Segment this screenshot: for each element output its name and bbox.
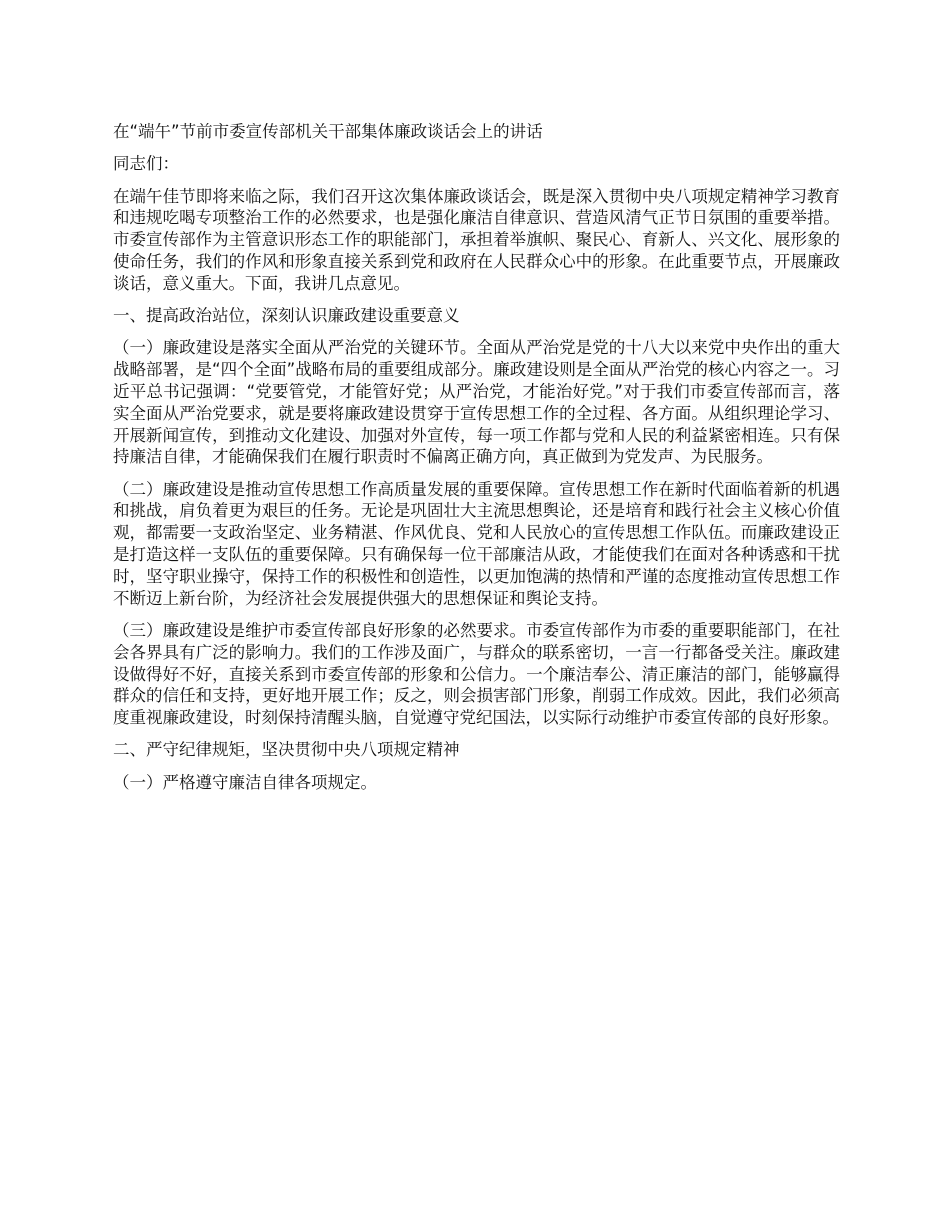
paragraph-1-1: （一）廉政建设是落实全面从严治党的关键环节。全面从严治党是党的十八大以来党中央作出的重大战略部署，是“四个全面”战略布局的重要组成部分。廉政建设则是全面从严治党的核心内容之一。习近平总书记强调：“党要管党，才能管好党；从严治党，才能治好党。”对于我们市委宣传部而言，落实全面从严治党要求，就是要将廉政建设贯穿于宣传思想工作的全过程、各方面。从组织理论学习、开展新闻宣传，到推动文化建设、加强对外宣传，每一项工作都与党和人民的利益紧密相连。只有保持廉洁自律，才能确保我们在履行职责时不偏离正确方向，真正做到为党发声、为民服务。 xyxy=(113,338,840,467)
section-heading-1: 一、提高政治站位，深刻认识廉政建设重要意义 xyxy=(113,306,460,326)
paragraph-2-1: （一）严格遵守廉洁自律各项规定。 xyxy=(113,772,377,792)
paragraph-1-3: （三）廉政建设是维护市委宣传部良好形象的必然要求。市委宣传部作为市委的重要职能部门，在社会各界具有广泛的影响力。我们的工作涉及面广，与群众的联系密切，一言一行都备受关注。廉政建设做得好不好，直接关系到市委宣传部的形象和公信力。一个廉洁奉公、清正廉洁的部门，能够赢得群众的信任和支持，更好地开展工作；反之，则会损害部门形象，削弱工作成效。因此，我们必须高度重视廉政建设，时刻保持清醒头脑，自觉遵守党纪国法，以实际行动维护市委宣传部的良好形象。 xyxy=(113,620,840,728)
salutation: 同志们： xyxy=(113,154,179,174)
paragraph-1-2: （二）廉政建设是推动宣传思想工作高质量发展的重要保障。宣传思想工作在新时代面临着新的机遇和挑战，肩负着更为艰巨的任务。无论是巩固壮大主流思想舆论，还是培育和践行社会主义核心价值观，都需要一支政治坚定、业务精湛、作风优良、党和人民放心的宣传思想工作队伍。而廉政建设正是打造这样一支队伍的重要保障。只有确保每一位干部廉洁从政，才能使我们在面对各种诱惑和干扰时，坚守职业操守，保持工作的积极性和创造性，以更加饱满的热情和严谨的态度推动宣传思想工作不断迈上新台阶，为经济社会发展提供强大的思想保证和舆论支持。 xyxy=(113,479,840,608)
document-title: 在“端午”节前市委宣传部机关干部集体廉政谈话会上的讲话 xyxy=(113,122,543,141)
document-body xyxy=(113,121,840,804)
intro-paragraph: 在端午佳节即将来临之际，我们召开这次集体廉政谈话会，既是深入贯彻中央八项规定精神学习教育和违规吃喝专项整治工作的必然要求，也是强化廉洁自律意识、营造风清气正节日氛围的重要举措。市委宣传部作为主管意识形态工作的职能部门，承担着举旗帜、聚民心、育新人、兴文化、展形象的使命任务，我们的作风和形象直接关系到党和政府在人民群众心中的形象。在此重要节点，开展廉政谈话，意义重大。下面，我讲几点意见。 xyxy=(113,186,840,293)
section-heading-2: 二、严守纪律规矩，坚决贯彻中央八项规定精神 xyxy=(113,740,460,760)
